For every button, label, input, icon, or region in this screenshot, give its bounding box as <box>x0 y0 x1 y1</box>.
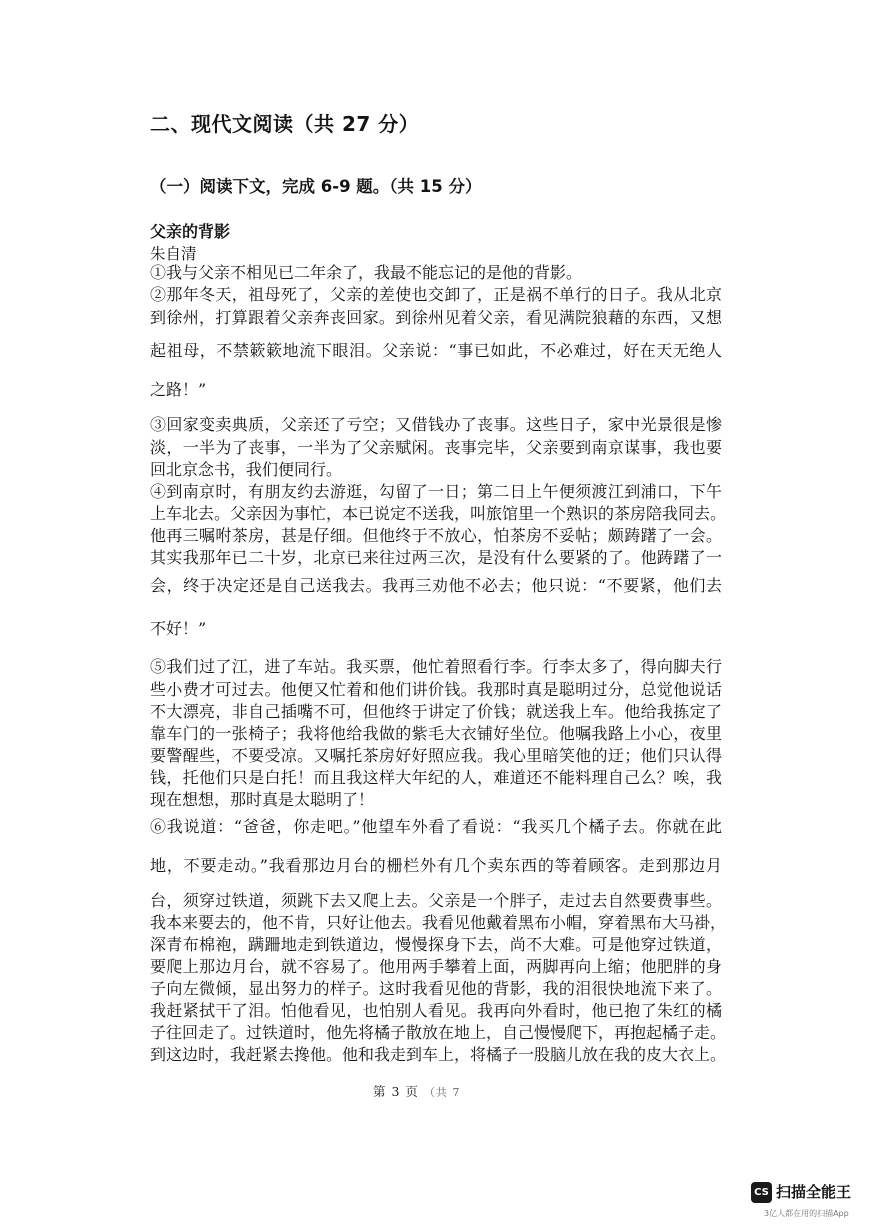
text-line: ④到南京时，有朋友约去游逛，勾留了一日；第二日上午便须渡江到浦口，下午 <box>150 482 722 501</box>
text-line: ⑤我们过了江，进了车站。我买票，他忙着照看行李。行李太多了，得向脚夫行 <box>150 657 722 676</box>
text-line: 回北京念书，我们便同行。 <box>150 460 343 479</box>
text-line: 地，不要走动。”我看那边月台的栅栏外有几个卖东西的等着顾客。走到那边月 <box>150 856 722 875</box>
text-line: 淡，一半为了丧事，一半为了父亲赋闲。丧事完毕，父亲要到南京谋事，我也要 <box>150 438 722 457</box>
text-line: 现在想想，那时真是太聪明了！ <box>150 790 375 809</box>
essay-author: 朱自清 <box>150 245 197 263</box>
text-line: ⑥我说道：“爸爸，你走吧。”他望车外看了看说：“我买几个橘子去。你就在此 <box>150 817 722 836</box>
text-line: 台，须穿过铁道，须跳下去又爬上去。父亲是一个胖子，走过去自然要费事些。 <box>150 891 722 910</box>
text-line: 到徐州，打算跟着父亲奔丧回家。到徐州见着父亲，看见满院狼藉的东西，又想 <box>150 308 722 327</box>
page-footer <box>373 1082 460 1100</box>
essay-title: 父亲的背影 <box>150 222 231 241</box>
scanner-watermark <box>751 1182 861 1222</box>
text-line: ①我与父亲不相见已二年余了，我最不能忘记的是他的背影。 <box>150 263 583 282</box>
watermark-tagline: 3亿人都在用的扫描App <box>764 1209 849 1218</box>
text-line: 之路！” <box>150 380 207 399</box>
text-line: 子向左微倾，显出努力的样子。这时我看见他的背影，我的泪很快地流下来了。 <box>150 979 722 998</box>
page-number: 第 3 页 <box>373 1084 419 1099</box>
text-line: 不好！” <box>150 619 207 638</box>
question-group-title: （一）阅读下文，完成 6-9 题。（共 15 分） <box>150 177 482 196</box>
text-line: 深青布棉袍，蹒跚地走到铁道边，慢慢探身下去，尚不大难。可是他穿过铁道， <box>150 935 722 954</box>
text-line: 我本来要去的，他不肯，只好让他去。我看见他戴着黑布小帽，穿着黑布大马褂， <box>150 913 727 932</box>
text-line: 要警醒些，不要受凉。又嘱托茶房好好照应我。我心里暗笑他的迂；他们只认得 <box>150 746 722 765</box>
text-line: 上车北去。父亲因为事忙，本已说定不送我，叫旅馆里一个熟识的茶房陪我同去。 <box>150 504 727 523</box>
text-line: 不大漂亮，非自己插嘴不可，但他终于讲定了价钱；就送我上车。他给我拣定了 <box>150 702 722 721</box>
text-line: 钱，托他们只是白托！而且我这样大年纪的人，难道还不能料理自己么？唉，我 <box>150 768 722 787</box>
text-line: 到这边时，我赶紧去搀他。他和我走到车上，将橘子一股脑儿放在我的皮大衣上。 <box>150 1045 727 1064</box>
watermark-brand: 扫描全能王 <box>776 1183 852 1201</box>
camscanner-logo-icon: CS <box>751 1182 772 1203</box>
text-line: 我赶紧拭干了泪。怕他看见，也怕别人看见。我再向外看时，他已抱了朱红的橘 <box>150 1001 722 1020</box>
text-line: 子往回走了。过铁道时，他先将橘子散放在地上，自己慢慢爬下，再抱起橘子走。 <box>150 1023 727 1042</box>
text-line: 起祖母，不禁簌簌地流下眼泪。父亲说：“事已如此，不必难过，好在天无绝人 <box>150 341 722 360</box>
text-line: 他再三嘱咐茶房，甚是仔细。但他终于不放心，怕茶房不妥帖；颇踌躇了一会。 <box>150 526 722 545</box>
text-line: 要爬上那边月台，就不容易了。他用两手攀着上面，两脚再向上缩；他肥胖的身 <box>150 957 722 976</box>
text-line: ②那年冬天，祖母死了，父亲的差使也交卸了，正是祸不单行的日子。我从北京 <box>150 285 722 304</box>
section-title: 二、现代文阅读（共 27 分） <box>150 112 420 136</box>
text-line: 靠车门的一张椅子；我将他给我做的紫毛大衣铺好坐位。他嘱我路上小心，夜里 <box>150 724 722 743</box>
page-total-mark: （共 7 <box>423 1086 461 1099</box>
text-line: 些小费才可过去。他便又忙着和他们讲价钱。我那时真是聪明过分，总觉他说话 <box>150 680 722 699</box>
text-line: 其实我那年已二十岁，北京已来往过两三次，是没有什么要紧的了。他踌躇了一 <box>150 548 722 567</box>
text-line: 会，终于决定还是自己送我去。我再三劝他不必去；他只说：“不要紧，他们去 <box>150 576 722 595</box>
text-line: ③回家变卖典质，父亲还了亏空；又借钱办了丧事。这些日子，家中光景很是惨 <box>150 415 722 434</box>
